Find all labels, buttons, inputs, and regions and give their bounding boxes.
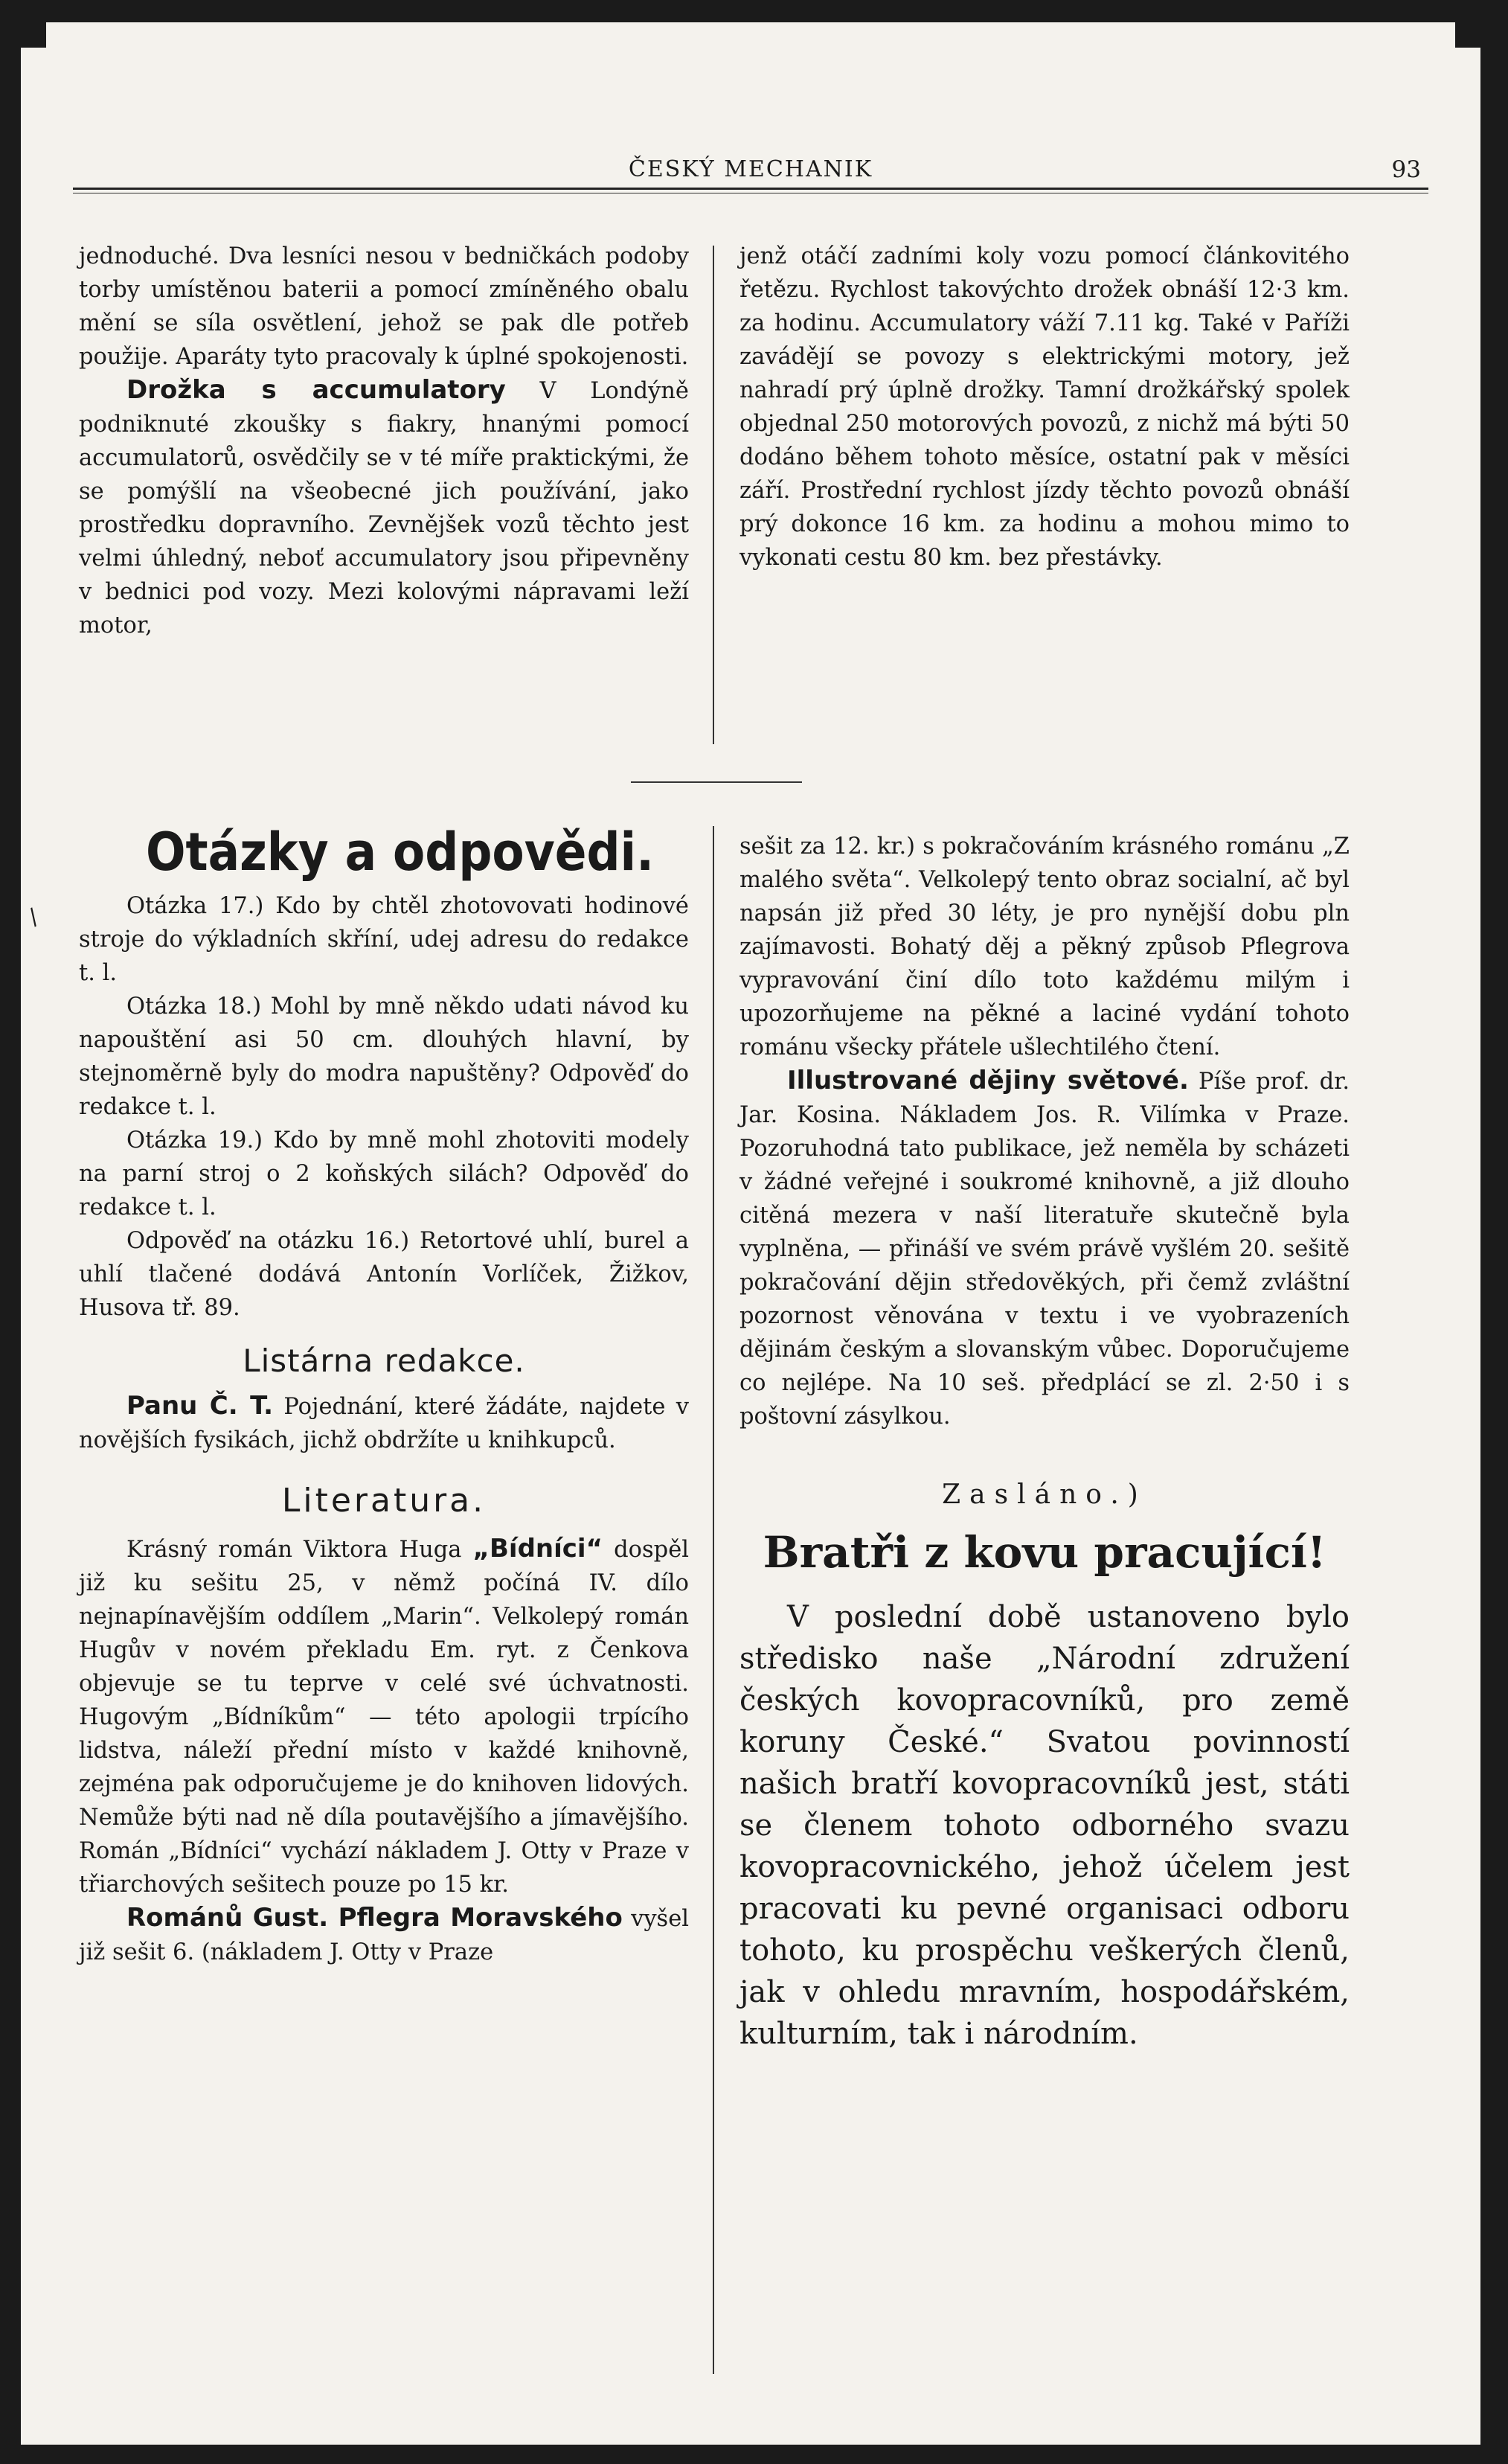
zaslano-heading: Zasláno.) xyxy=(942,1479,1147,1510)
paragraph: sešit za 12. kr.) s pokračováním krásného románu „Z malého světa“. Velkolepý tento obraz socialní, ač byl napsán již před 30 léty, je pro nynější dobu pln zajímavosti. Bohatý děj a pěkný způsob Pflegrova vypravování činí dílo toto každému milým i upozorňujeme na pěkné a laciné vydání tohoto románu všecky přátele ušlechtilého čtení. xyxy=(739,833,1350,1060)
question: Otázka 19.) Kdo by mně mohl zhotoviti modely na parní stroj o 2 koňských silách? Odpověď do redakce t. l. xyxy=(79,1127,689,1220)
scan-corner xyxy=(1455,22,1480,48)
paragraph xyxy=(79,1389,689,1457)
column-divider xyxy=(713,826,714,2374)
literatura-text: vyšel již sešit 6. (nákladem J. Otty v Praze xyxy=(79,1906,690,1965)
running-head xyxy=(21,143,1480,188)
book-title: „Bídníci“ xyxy=(472,1534,603,1564)
answer: Odpověď na otázku 16.) Retortové uhlí, burel a uhlí tlačené dodává Antonín Vorlíček, Žižkov, Husova tř. 89. xyxy=(79,1228,689,1321)
literatura-text: Krásný román Viktora Huga xyxy=(126,1537,473,1563)
bottom-right-column xyxy=(739,830,1350,2055)
scan-corner xyxy=(21,22,46,48)
question: Otázka 17.) Kdo by chtěl zhotovovati hodinové stroje do výkladních skříní, udej adresu do redakce t. l. xyxy=(79,893,689,986)
question: Otázka 18.) Mohl by mně někdo udati návod ku napouštění asi 50 cm. dlouhých hlavní, by stejnoměrně byly do modra napuštěny? Odpověď do redakce t. l. xyxy=(79,993,689,1120)
paragraph: V poslední době ustanoveno bylo středisko naše „Národní združení českých kovopracovníků, pro země koruny České.“ Svatou povinností našich bratří kovopracovníků jest, státi se členem tohoto odborného svazu kovopracovnického, jehož účelem jest pracovati ku pevné organisaci odboru tohoto, ku prospěchu veškerých členů, jak v ohledu mravním, hospodářském, kulturním, tak i národním. xyxy=(739,1600,1350,2051)
paragraph: jednoduché. Dva lesníci nesou v bedničkách podoby torby umístěnou baterii a pomocí zmíněného obalu mění se síla osvětlení, jehož se pak dle potřeb použije. Aparáty tyto pracovaly k úplné spokojenosti. xyxy=(79,243,689,370)
paragraph xyxy=(739,1064,1350,1433)
qa-heading: Otázky a odpovědi. xyxy=(146,822,655,883)
paragraph: jenž otáčí zadními koly vozu pomocí článkovitého řetězu. Rychlost takovýchto drožek obnáší 12·3 km. za hodinu. Accumulatory váží 7.11 kg. Také v Paříži zavádějí se povozy s elektrickými motory, jež nahradí prý úplně drožky. Tamní drožkářský spolek objednal 250 motorových povozů, z nichž má býti 50 dodáno během tohoto měsíce, ostatní pak v měsíci září. Prostřední rychlost jízdy těchto povozů obnáší prý dokonce 16 km. za hodinu a mohou mimo to vykonati cestu 80 km. bez přestávky. xyxy=(739,243,1350,571)
literatura-lead: Románů Gust. Pflegra Moravského xyxy=(126,1903,623,1933)
paragraph xyxy=(79,374,689,642)
paragraph xyxy=(79,1901,689,1969)
column-divider xyxy=(713,246,714,744)
article-text: V Londýně podniknuté zkoušky s fiakry, hnanými pomocí accumulatorů, osvědčily se v té míře praktickými, že se pomýšlí na všeobecné jich používání, jako prostředku dopravního. Zevnějšek vozů těchto jest velmi úhledný, neboť accumulatory jsou připevněny v bednici pod vozy. Mezi kolovými nápravami leží motor, xyxy=(79,378,689,639)
literatura-lead: Illustrované dějiny světové. xyxy=(787,1066,1189,1095)
literatura-text: dospěl již ku sešitu 25, v němž počíná IV. dílo nejnapínavějším oddílem „Marin“. Velkolepý román Hugův v novém překladu Em. ryt. z Čenkova objevuje se tu teprve v celé své úchvatnosti. Hugovým „Bídníkům“ — této apologii trpícího lidstva, náleží přední místo v každé knihovně, zejména pak odporučujeme je do knihoven lidových. Nemůže býti nad ně díla poutavějšího a jímavějšího. Román „Bídníci“ vychází nákladem J. Otty v Praze v třiarchových sešitech pouze po 15 kr. xyxy=(79,1537,690,1898)
header-rule xyxy=(73,188,1428,193)
newspaper-page xyxy=(21,22,1480,2445)
margin-mark: / xyxy=(23,903,44,931)
section-separator xyxy=(631,781,802,783)
listarna-text: Pojednání, které žádáte, najdete v novějších fysikách, jichž obdržíte u knihkupců. xyxy=(79,1394,689,1453)
article-lead: Drožka s accumulatory xyxy=(126,375,506,405)
listarna-heading: Listárna redakce. xyxy=(243,1343,525,1379)
top-left-column xyxy=(79,240,689,642)
bottom-left-column xyxy=(79,822,689,1969)
journal-title: ČESKÝ MECHANIK xyxy=(628,156,873,182)
literatura-heading: Literatura. xyxy=(281,1482,487,1520)
zaslano-title: Bratři z kovu pracující! xyxy=(763,1527,1326,1578)
paragraph xyxy=(79,1532,689,1901)
listarna-lead: Panu Č. T. xyxy=(126,1391,274,1421)
page-number: 93 xyxy=(1391,156,1421,183)
literatura-text: Píše prof. dr. Jar. Kosina. Nákladem Jos. R. Vilímka v Praze. Pozoruhodná tato publikace, jež neměla by scházeti v žádné veřejné i soukromé knihovně, a již dlouho citěná mezera v naší literatuře skutečně byla vyplněna, — přináší ve svém právě vyšlém 20. sešitě pokračování dějin středověkých, při čemž zvláštní pozornost věnována v textu i ve vyobrazeních dějinám českým a slovanským vůbec. Doporučujeme co nejlépe. Na 10 seš. předplácí se zl. 2·50 i s poštovní zásylkou. xyxy=(739,1069,1350,1430)
top-right-column xyxy=(739,240,1350,575)
